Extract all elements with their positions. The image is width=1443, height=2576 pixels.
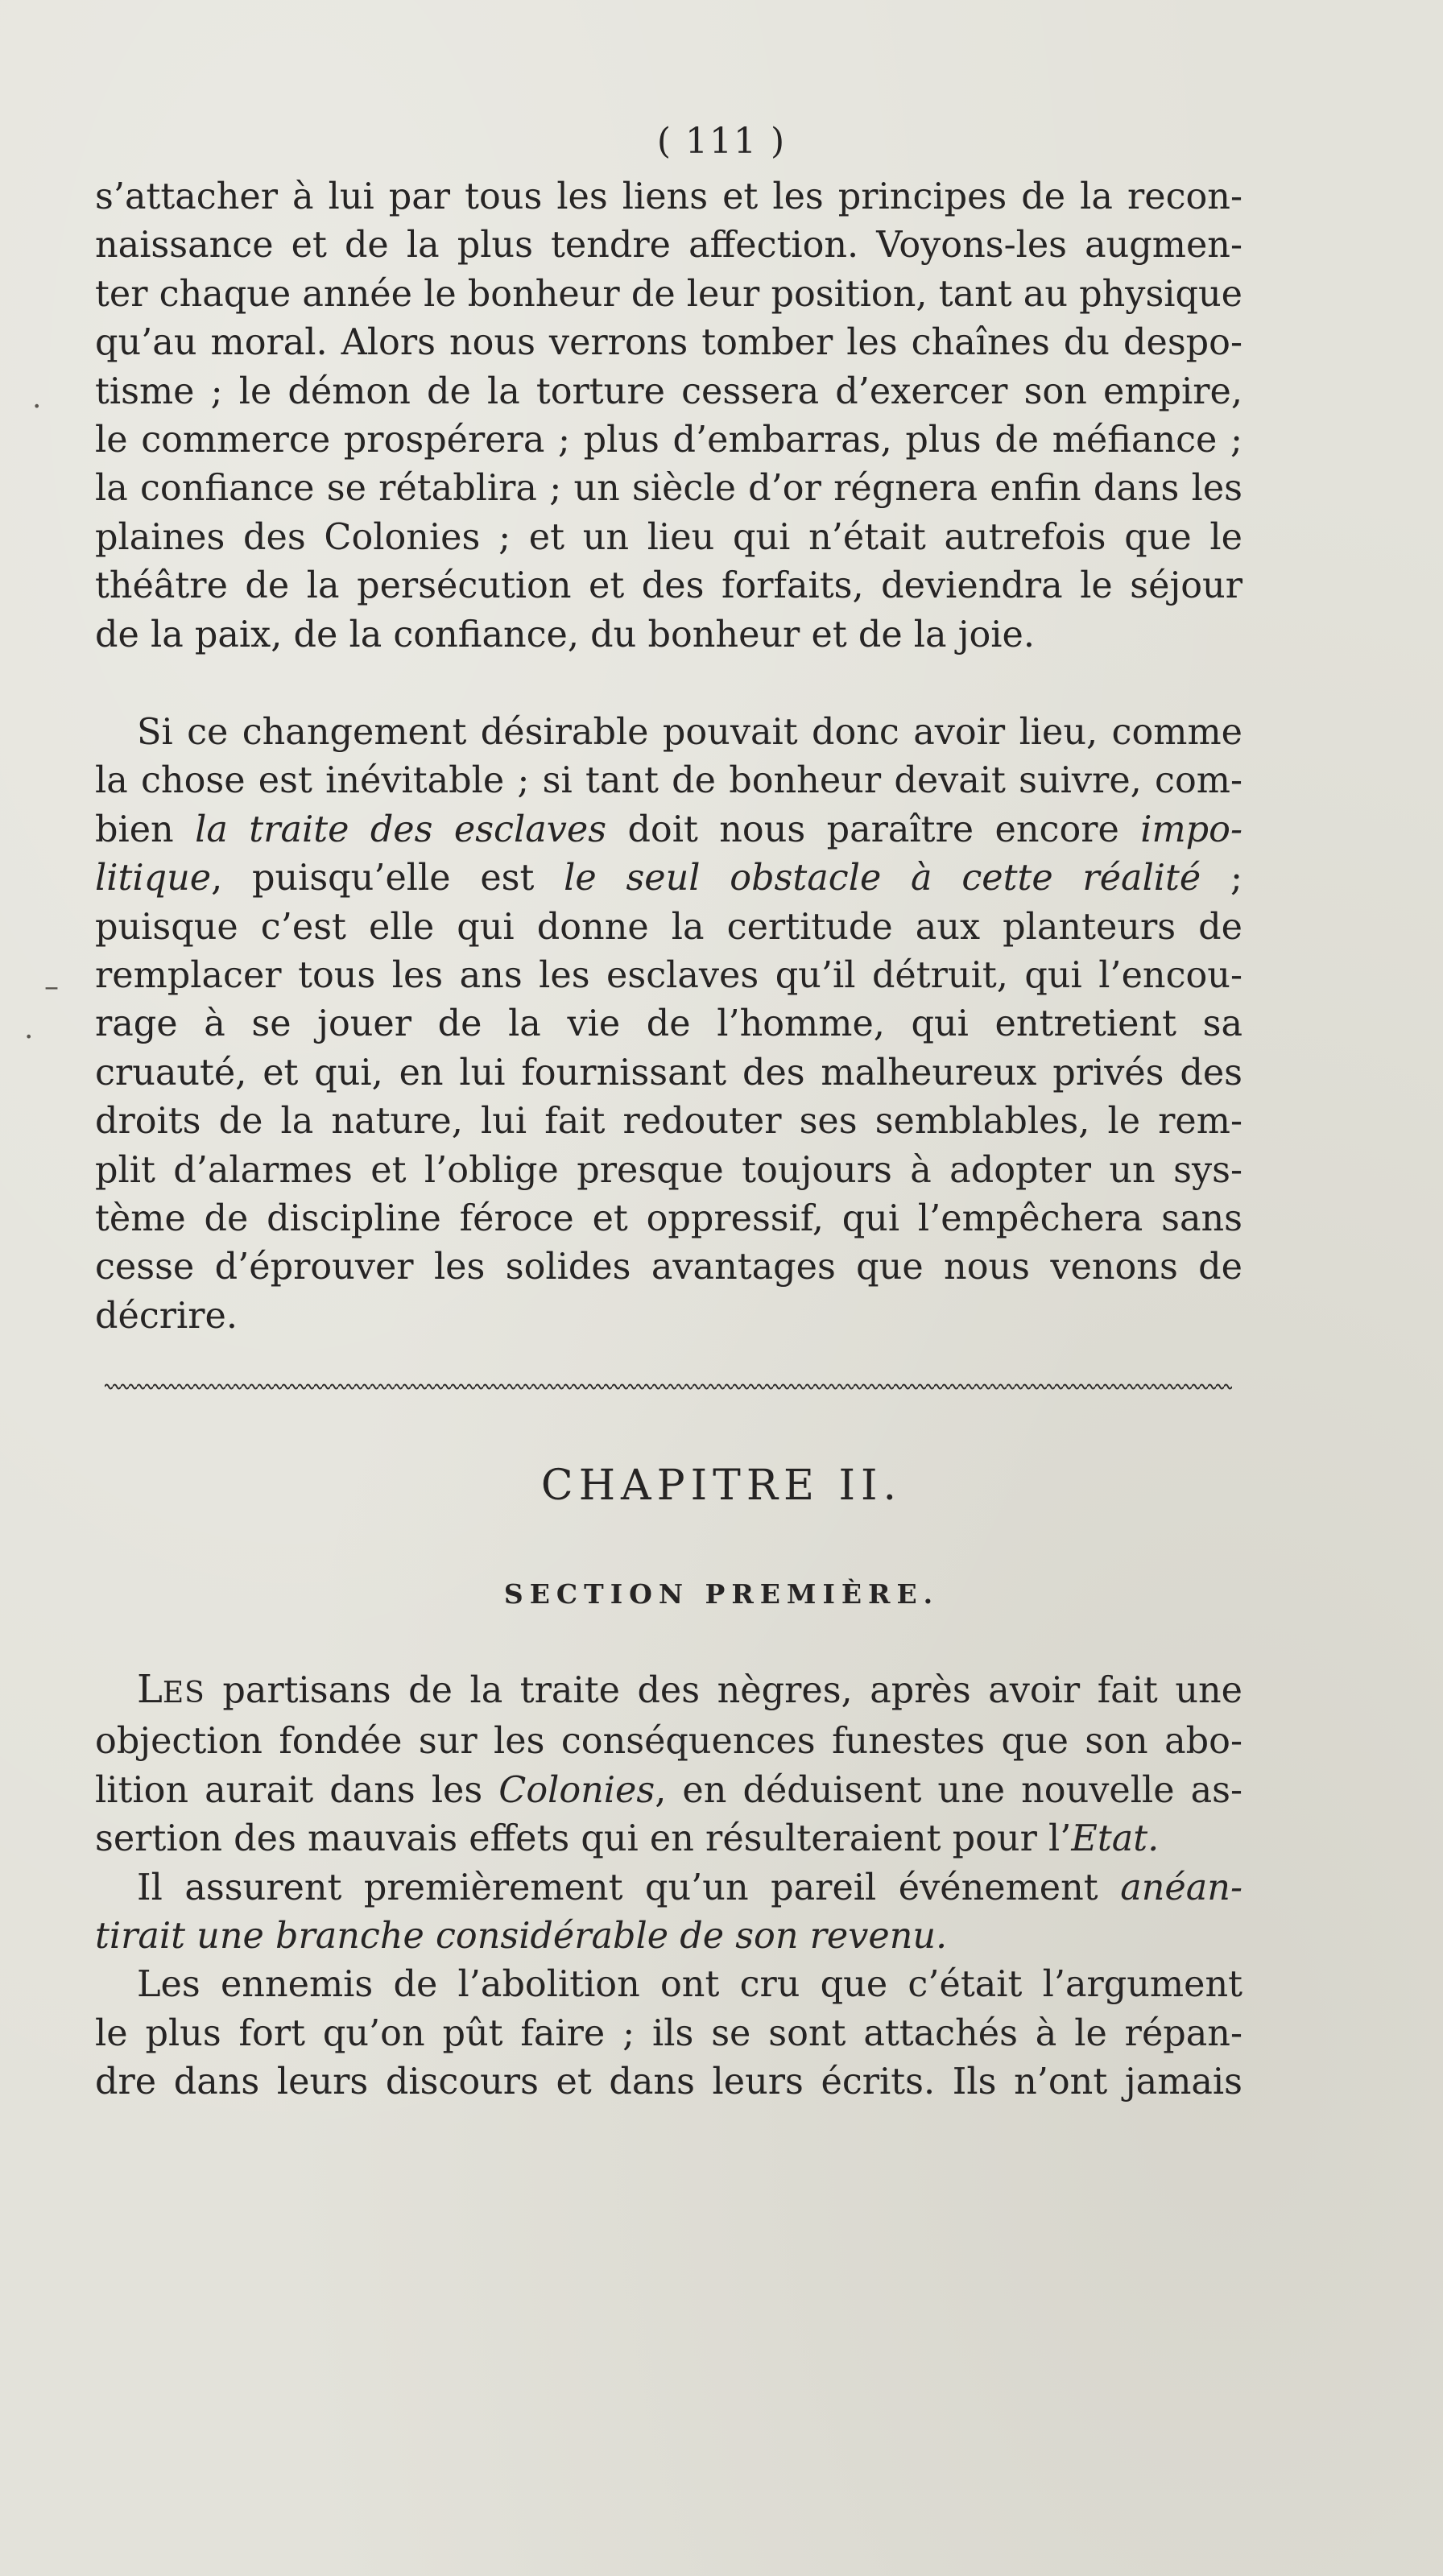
drop-initial: L [137,1667,163,1712]
text-run: sertion des mauvais effets qui en résulteraient pour [95,1818,1049,1860]
text-line: de la paix, de la confiance, du bonheur et de la joie. [95,614,1036,655]
text-line [95,1665,1242,1718]
small-caps: ES [162,1677,205,1710]
margin-mark: · [32,391,42,424]
italic-phrase: tirait une branche considérable de son revenu. [95,1916,948,1958]
text-line [95,1912,1242,1961]
text-line: naissance et de la plus tendre affection. Voyons-les augmen- [95,225,1242,267]
italic-phrase: impo- [1140,808,1242,850]
text-line [95,854,1242,903]
italic-phrase: la traite des esclaves [195,808,607,850]
paragraph-continuation [95,173,1242,660]
text-line [95,1767,1242,1815]
text-line: le commerce prospérera ; plus d’embarras, plus de méfiance ; [95,420,1242,461]
text-run: l’ [1048,1818,1072,1860]
text-line: droits de la nature, lui fait redouter ses semblables, le rem- [95,1101,1242,1143]
text-line [95,1864,1242,1912]
text-line: Les ennemis de l’abolition ont cru que c’était l’argument [137,1964,1242,2006]
text-run: ; [1201,858,1243,899]
text-line: le plus fort qu’on pût faire ; ils se sont attachés à le répan- [95,2012,1242,2054]
text-line: la confiance se rétablira ; un siècle d’or régnera enfin dans les [95,468,1242,510]
italic-phrase: Colonies [498,1769,655,1811]
text-run: Il assurent premièrement qu’un pareil événement [137,1867,1121,1908]
text-line: théâtre de la persécution et des forfaits, deviendra le séjour [95,565,1242,607]
italic-phrase: Etat. [1071,1818,1160,1860]
text-line [95,806,1242,854]
text-run: , en déduisent une nouvelle as- [655,1769,1242,1811]
margin-mark: · [24,1021,34,1054]
italic-phrase: litique [95,858,212,899]
page-number: ( 111 ) [656,121,787,162]
section-title: SECTION PREMIÈRE. [503,1578,940,1610]
text-line: plaines des Colonies ; et un lieu qui n’était autrefois que le [95,516,1242,558]
text-line: Si ce changement désirable pouvait donc avoir lieu, comme [137,712,1242,753]
text-line: la chose est inévitable ; si tant de bonheur devait suivre, com- [95,760,1242,802]
italic-phrase: anéan- [1120,1867,1242,1908]
text-line: dre dans leurs discours et dans leurs écrits. Ils n’ont jamais [95,2061,1242,2103]
text-line: objection fondée sur les conséquences funestes que son abo- [95,1721,1242,1763]
paragraph-slave-trade [95,709,1242,1341]
chapter-title: CHAPITRE II. [540,1462,903,1510]
text-line: ter chaque année le bonheur de leur position, tant au physique [95,273,1242,315]
text-line: plit d’alarmes et l’oblige presque toujours à adopter un sys- [95,1149,1242,1191]
text-run: doit nous paraître encore [606,808,1141,850]
text-run: , puisqu’elle est [211,858,564,899]
margin-mark: – [44,970,59,1003]
text-line: rage à se jouer de la vie de l’homme, qui entretient sa [95,1003,1242,1045]
italic-phrase: le seul obstacle à cette réalité [564,858,1201,899]
paragraph-partisans [95,1665,1242,2107]
text-line: s’attacher à lui par tous les liens et les principes de la recon- [95,176,1242,217]
text-run: bien [95,808,196,850]
text-line [95,1815,1242,1863]
ornamental-rule [105,1382,1232,1391]
text-line: remplacer tous les ans les esclaves qu’il détruit, qui l’encou- [95,955,1242,997]
text-line: cruauté, et qui, en lui fournissant des malheureux privés des [95,1052,1242,1094]
text-line: tème de discipline féroce et oppressif, qui l’empêchera sans [95,1198,1242,1240]
text-run: partisans de la traite des nègres, après avoir fait une [205,1670,1242,1711]
text-line: puisque c’est elle qui donne la certitude aux planteurs de [95,906,1242,948]
text-line: qu’au moral. Alors nous verrons tomber les chaînes du despo- [95,322,1242,364]
text-line: tisme ; le démon de la torture cessera d’exercer son empire, [95,370,1242,412]
text-run: lition aurait dans les [95,1769,499,1811]
text-line: décrire. [95,1295,238,1337]
text-line: cesse d’éprouver les solides avantages que nous venons de [95,1247,1242,1288]
